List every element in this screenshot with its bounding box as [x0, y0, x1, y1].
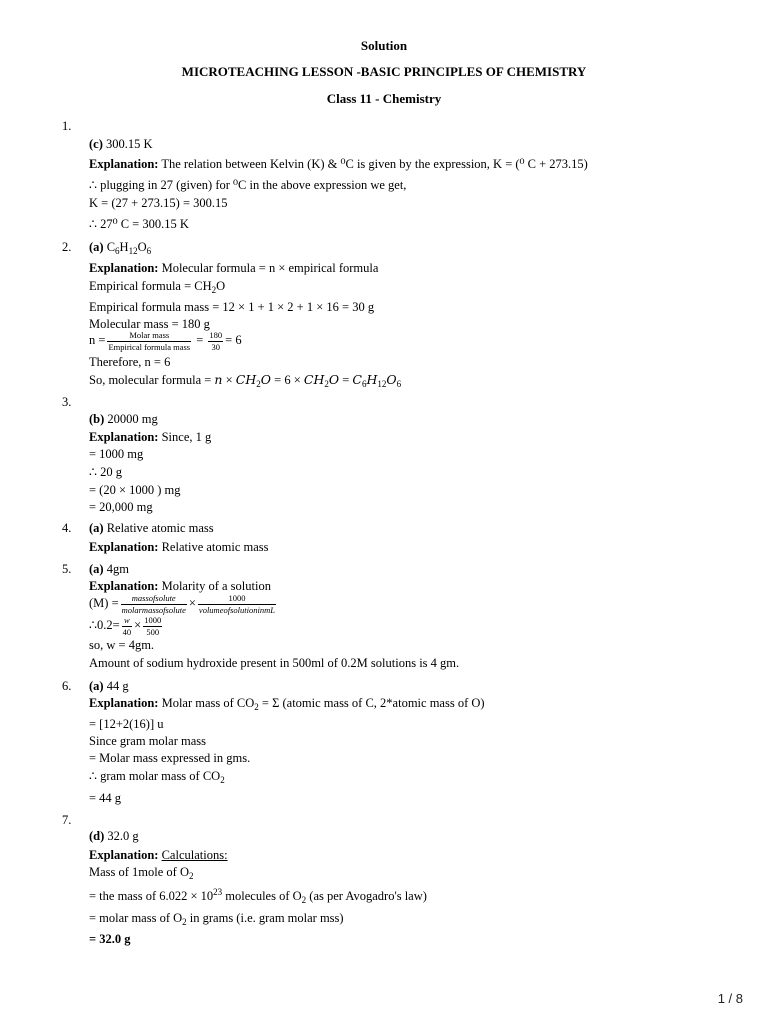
- explanation-line: [89, 540, 269, 554]
- explanation-label: Explanation:: [89, 579, 159, 593]
- document-title: Solution: [360, 38, 408, 53]
- molecular-formula-line: So, molecular formula = $n \times CH_2O = 6 \times CH_2O = C_6H_{12}O_6$: [89, 372, 402, 389]
- explanation-line: [89, 157, 588, 171]
- substitution-formula: ∴0.2= $\frac{w}{40}$ × $\frac{1000}{500}$: [89, 615, 162, 637]
- answer-text: 32.0 g: [107, 829, 139, 843]
- explanation-step: Since gram molar mass: [89, 734, 206, 748]
- final-answer: = 32.0 g: [89, 932, 131, 946]
- explanation-label: Explanation:: [89, 157, 159, 171]
- explanation-label: Explanation:: [89, 848, 159, 862]
- explanation-step: = molar mass of $O_2$ in grams (i.e. gram molar mss): [89, 911, 344, 927]
- answer-option: (a): [89, 240, 104, 254]
- question-number: 2.: [62, 240, 72, 254]
- explanation-text: The relation between Kelvin (K) & ⁰C is given by the expression, K = (⁰ C + 273.15): [161, 157, 588, 171]
- question-number: 3.: [62, 395, 72, 409]
- explanation-step: = [12+2(16)] u: [89, 717, 164, 731]
- explanation-text: Since, 1 g: [161, 430, 212, 444]
- fraction: $\frac{w}{40}$: [122, 615, 132, 637]
- answer-option: (a): [89, 679, 104, 693]
- question-number: 1.: [62, 119, 72, 133]
- answer-line: [89, 521, 214, 535]
- answer-option: (a): [89, 521, 104, 535]
- fraction: $\frac{180}{30}$: [209, 330, 223, 352]
- explanation-line: [89, 579, 271, 593]
- answer-option: (c): [89, 137, 103, 151]
- explanation-step: = Molar mass expressed in gms.: [89, 751, 251, 765]
- explanation-step: so, w = 4gm.: [89, 638, 155, 652]
- explanation-step: ∴ 20 g: [89, 465, 122, 479]
- explanation-text: Molar mass of $CO_2 = \Sigma$ (atomic mass of C, 2*atomic mass of O): [161, 696, 485, 712]
- fraction: $\frac{1000}{\text{volumeofsolutioninmL}}$: [198, 593, 275, 615]
- question-number: 4.: [62, 521, 72, 535]
- molarity-formula: (M) = $\frac{\text{massofsolute}}{\text{molarmassofsolute}}$ × $\frac{1000}{\text{volumeofsolutioninmL}}$: [89, 593, 275, 615]
- explanation-line: [89, 696, 485, 710]
- answer-line: [89, 562, 129, 576]
- answer-text: 20000 mg: [107, 412, 158, 426]
- n-fraction-line: n = $\frac{\text{Molar mass}}{\text{Empirical formula mass}}$ = $\frac{180}{30}$ = 6: [89, 330, 242, 352]
- answer-option: (b): [89, 412, 105, 426]
- answer-text: 4gm: [106, 562, 129, 576]
- explanation-step: Molecular mass = 180 g: [89, 317, 210, 331]
- answer-line: [89, 829, 139, 843]
- explanation-label: Explanation:: [89, 261, 159, 275]
- explanation-step: = 20,000 mg: [89, 500, 153, 514]
- explanation-line: [89, 848, 228, 862]
- question-number: 6.: [62, 679, 72, 693]
- explanation-step: Mass of 1mole of $O_2$: [89, 865, 194, 881]
- explanation-step: Therefore, n = 6: [89, 355, 171, 369]
- answer-formula: $C_6H_{12}O_6$: [106, 240, 152, 256]
- explanation-step: = 1000 mg: [89, 447, 144, 461]
- explanation-step: K = (27 + 273.15) = 300.15: [89, 196, 228, 210]
- explanation-text: Molecular formula = n × empirical formula: [161, 261, 379, 275]
- answer-option: (d): [89, 829, 105, 843]
- explanation-step: ∴ gram molar mass of $CO_2$: [89, 769, 225, 785]
- class-title: Class 11 - Chemistry: [326, 91, 442, 106]
- page-number: 1 / 8: [717, 991, 743, 1006]
- answer-line: [89, 412, 158, 426]
- explanation-step: = the mass of $6.022 \times 10^{23}$ molecules of $O_2$ (as per Avogadro's law): [89, 887, 427, 905]
- explanation-label: Explanation:: [89, 696, 159, 710]
- explanation-step: ∴ plugging in 27 (given) for ⁰C in the above expression we get,: [89, 178, 407, 192]
- fraction: $\frac{\text{Molar mass}}{\text{Empirical formula mass}}$: [108, 330, 191, 352]
- answer-line: [89, 137, 153, 151]
- explanation-step: = (20 × 1000 ) mg: [89, 483, 181, 497]
- explanation-label: Explanation:: [89, 430, 159, 444]
- answer-line: [89, 679, 129, 693]
- question-number: 7.: [62, 813, 72, 827]
- explanation-text: Relative atomic mass: [161, 540, 269, 554]
- answer-text: 300.15 K: [106, 137, 153, 151]
- explanation-text: Molarity of a solution: [161, 579, 271, 593]
- explanation-step: Empirical formula mass = 12 × 1 + 1 × 2 + 1 × 16 = 30 g: [89, 300, 375, 314]
- explanation-step: Amount of sodium hydroxide present in 500ml of 0.2M solutions is 4 gm.: [89, 656, 460, 670]
- lesson-title: MICROTEACHING LESSON -BASIC PRINCIPLES OF CHEMISTRY: [181, 64, 587, 79]
- answer-line: [89, 240, 151, 254]
- explanation-line: [89, 430, 211, 444]
- answer-option: (a): [89, 562, 104, 576]
- answer-text: Relative atomic mass: [106, 521, 214, 535]
- explanation-step: Empirical formula = $CH_2O$: [89, 279, 226, 295]
- explanation-line: [89, 261, 378, 275]
- explanation-label: Explanation:: [89, 540, 159, 554]
- fraction: $\frac{\text{massofsolute}}{\text{molarmassofsolute}}$: [121, 593, 186, 615]
- explanation-step: ∴ 27⁰ C = 300.15 K: [89, 217, 189, 231]
- explanation-step: = 44 g: [89, 791, 122, 805]
- fraction: $\frac{1000}{500}$: [144, 615, 162, 637]
- explanation-text: Calculations:: [161, 848, 228, 862]
- answer-text: 44 g: [106, 679, 129, 693]
- question-number: 5.: [62, 562, 72, 576]
